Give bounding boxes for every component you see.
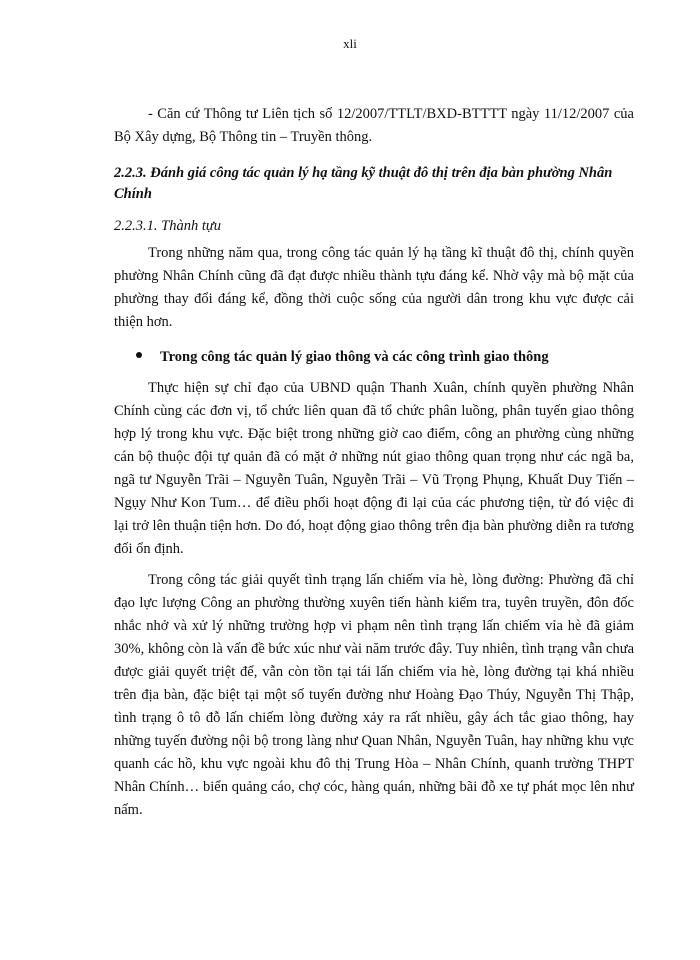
intro-line: - Căn cứ Thông tư Liên tịch số 12/2007/TTLT/BXD-BTTTT ngày 11/12/2007 của Bộ Xây dựng, Bộ Thông tin – Truyền thông. [114, 106, 634, 145]
bullet-icon [136, 352, 142, 358]
paragraph-traffic-coordination: Thực hiện sự chỉ đạo của UBND quận Thanh Xuân, chính quyền phường Nhân Chính cùng các đơn vị, tổ chức liên quan đã tổ chức phân luồng, phân tuyến giao thông hợp lý trong khu vực. Đặc biệt trong những giờ cao điểm, công an phường cùng những cán bộ thuộc đội tự quản đã có mặt ở những nút giao thông quan trọng như các ngã ba, ngã tư Nguyễn Trãi – Nguyễn Tuân, Nguyễn Trãi – Vũ Trọng Phụng, Khuất Duy Tiến – Ngụy Như Kon Tum… để điều phối hoạt động đi lại của các phương tiện, từ đó việc đi lại trở lên thuận tiện hơn. Do đó, hoạt động giao thông trên địa bàn phường diễn ra tương đối ổn định. [114, 380, 634, 557]
page-number: xli [343, 36, 357, 51]
bullet-heading-text: Trong công tác quản lý giao thông và các công trình giao thông [160, 349, 549, 365]
paragraph-achievements: Trong những năm qua, trong công tác quản lý hạ tầng kĩ thuật đô thị, chính quyền phường Nhân Chính cũng đã đạt được nhiều thành tựu đáng kể. Nhờ vậy mà bộ mặt của phường thay đổi đáng kể, đồng thời cuộc sống của người dân trong khu vực được cải thiện hơn. [114, 245, 634, 330]
bullet-heading [114, 346, 634, 369]
subsection-heading: 2.2.3.1. Thành tựu [114, 218, 222, 234]
section-heading: 2.2.3. Đánh giá công tác quản lý hạ tầng kỹ thuật đô thị trên địa bàn phường Nhân Chính [114, 165, 613, 202]
paragraph-sidewalk-encroachment: Trong công tác giải quyết tình trạng lấn chiếm vỉa hè, lòng đường: Phường đã chỉ đạo lực lượng Công an phường thường xuyên tiến hành kiểm tra, tuyên truyền, đôn đốc nhắc nhở và xử lý những trường hợp vi phạm nên tình trạng lấn chiếm vỉa hè đã giảm 30%, không còn là vấn đề bức xúc như vài năm trước đây. Tuy nhiên, tình trạng vẫn chưa được giải quyết triệt để, vẫn còn tồn tại tái lấn chiếm vỉa hè, lòng đường tại khá nhiều trên địa bàn, đặc biệt tại một số tuyến đường như Hoàng Đạo Thúy, Nguyễn Thị Thập, tình trạng ô tô đỗ lấn chiếm lòng đường xảy ra rất nhiều, gây ách tắc giao thông, hay những tuyến đường nội bộ trong làng như Quan Nhân, Nguyễn Tuân, hay những khu vực quanh các hồ, khu vực ngoài khu đô thị Trung Hòa – Nhân Chính, quanh trường THPT Nhân Chính… biển quảng cáo, chợ cóc, hàng quán, những bãi đỗ xe tự phát mọc lên như nấm. [114, 572, 634, 818]
document-body [114, 103, 634, 822]
